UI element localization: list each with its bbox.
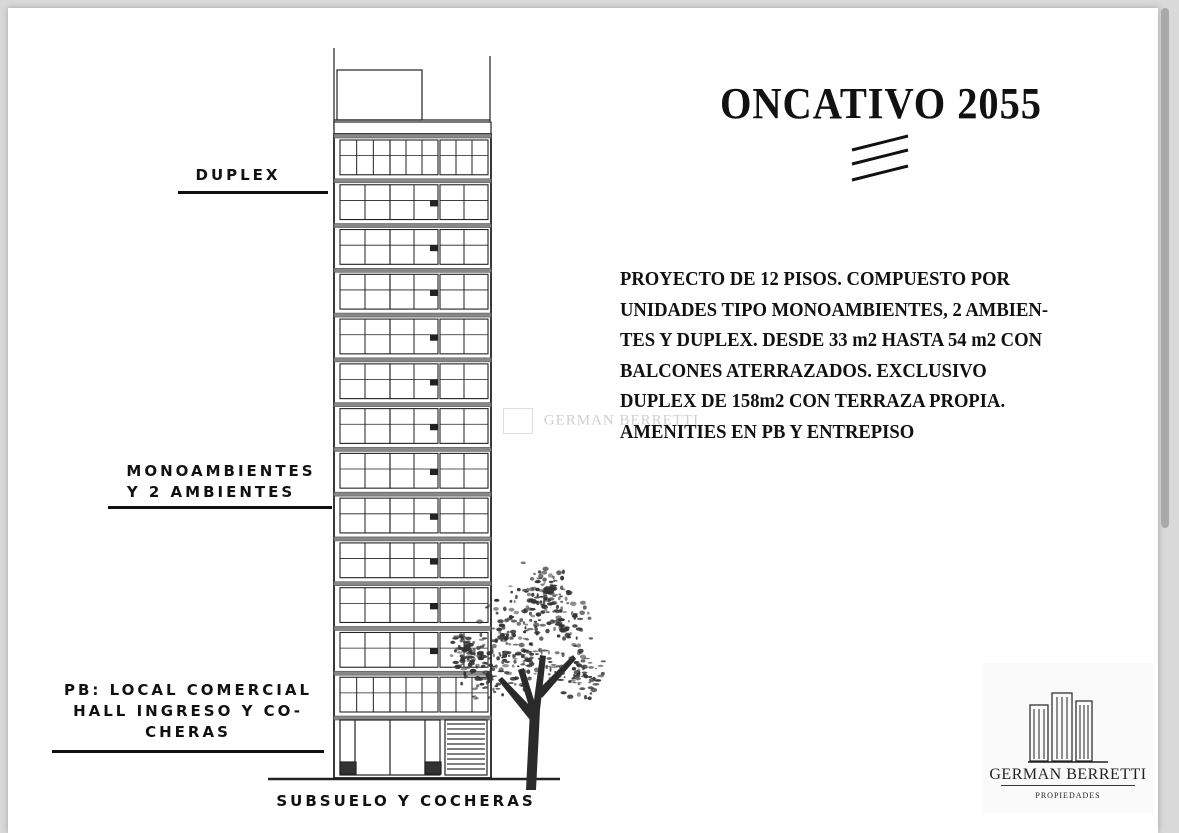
project-title: ONCATIVO 2055 [720, 79, 1042, 128]
triple-line-icon [850, 134, 912, 186]
label-duplex: DUPLEX [195, 166, 281, 184]
tree-illustration [448, 560, 618, 792]
label-subsuelo: SUBSUELO Y COCHERAS [276, 792, 536, 810]
scrollbar[interactable] [1161, 8, 1169, 528]
watermark [503, 408, 699, 434]
label-pb-3: CHERAS [145, 723, 231, 741]
logo-name: GERMAN BERRETTI [989, 766, 1147, 783]
label-pb-2: HALL INGRESO Y CO- [73, 702, 303, 720]
project-description: PROYECTO DE 12 PISOS. COMPUESTO POR UNIDADES TIPO MONOAMBIENTES, 2 AMBIEN- TES Y DUPLEX. DESDE 33 m2 HASTA 54 m2 CON BALCONES ATERRAZADOS. EXCLUSIVO DUPLEX DE 158m2 CON TERRAZA PROPIA. AMENITIES EN PB Y ENTREPISO [620, 268, 1049, 443]
document-sheet [8, 8, 1158, 833]
label-monoambientes-1: MONOAMBIENTES [126, 462, 316, 480]
buildings-logo-icon [1028, 691, 1108, 763]
rule-duplex [178, 191, 328, 194]
logo-divider [1001, 785, 1135, 786]
rule-pb [52, 750, 324, 753]
label-monoambientes-2: Y 2 AMBIENTES [126, 483, 296, 501]
watermark-logo-icon [503, 408, 533, 434]
label-pb-1: PB: LOCAL COMERCIAL [63, 681, 313, 699]
logo-subtitle: PROPIEDADES [1035, 791, 1101, 800]
company-logo [983, 663, 1153, 813]
watermark-text: GERMAN BERRETTI [543, 412, 700, 429]
rule-monoambientes [108, 506, 332, 509]
